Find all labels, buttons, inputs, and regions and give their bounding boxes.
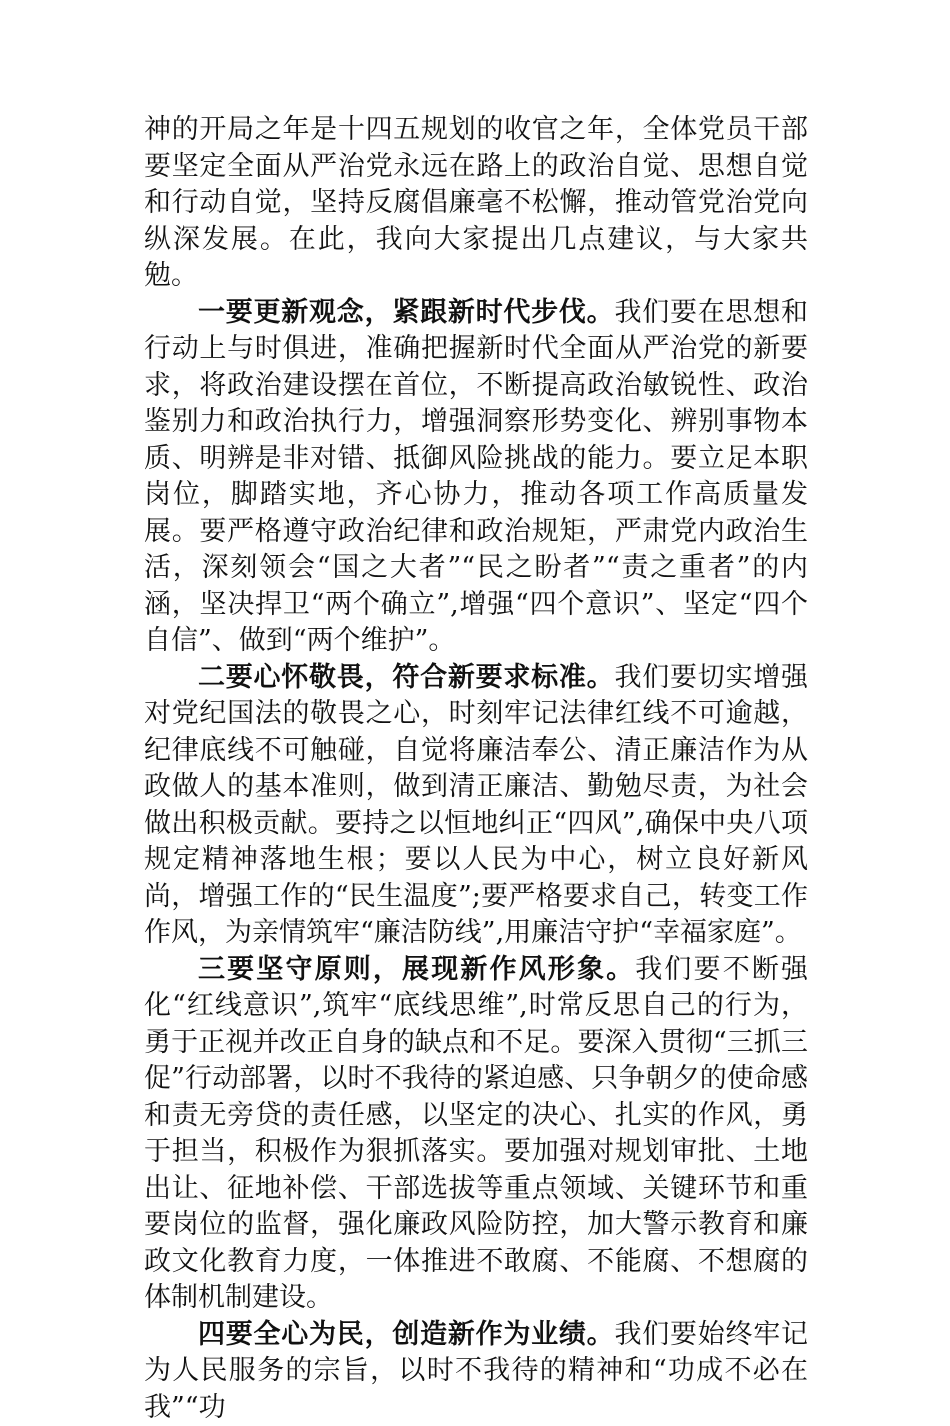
- paragraph-point-3: [144, 952, 808, 1317]
- paragraph-point-1: [144, 295, 808, 660]
- paragraph-heading: 一要更新观念，紧跟新时代步伐。: [198, 297, 614, 328]
- paragraph-heading: 四要全心为民，创造新作为业绩。: [198, 1319, 614, 1350]
- paragraph-heading: 三要坚守原则，展现新作风形象。: [198, 954, 635, 985]
- paragraph-point-4: [144, 1317, 808, 1426]
- paragraph-body: 我们要始终牢记为人民服务的宗旨，以时不我待的精神和“功成不必在我”“功: [144, 1319, 808, 1423]
- paragraph-body: 我们要切实增强对党纪国法的敬畏之心，时刻牢记法律红线不可逾越，纪律底线不可触碰，自觉将廉洁奉公、清正廉洁作为从政做人的基本准则，做到清正廉洁、勤勉尽责，为社会做出积极贡献。要持之以恒地纠正“四风”,确保中央八项规定精神落地生根；要以人民为中心，树立良好新风尚，增强工作的“民生温度”;要严格要求自己，转变工作作风，为亲情筑牢“廉洁防线”,用廉洁守护“幸福家庭”。: [144, 662, 808, 949]
- paragraph-heading: 二要心怀敬畏，符合新要求标准。: [198, 662, 614, 693]
- paragraph-point-2: [144, 660, 808, 952]
- paragraph-body: 神的开局之年是十四五规划的收官之年，全体党员干部要坚定全面从严治党永远在路上的政治自觉、思想自觉和行动自觉，坚持反腐倡廉毫不松懈，推动管党治党向纵深发展。在此，我向大家提出几点建议，与大家共勉。: [144, 114, 808, 291]
- document-body: [144, 112, 808, 1426]
- paragraph-body: 我们要不断强化“红线意识”,筑牢“底线思维”,时常反思自己的行为，勇于正视并改正自身的缺点和不足。要深入贯彻“三抓三促”行动部署，以时不我待的紧迫感、只争朝夕的使命感和责无旁贷的责任感，以坚定的决心、扎实的作风，勇于担当，积极作为狠抓落实。要加强对规划审批、土地出让、征地补偿、干部选拔等重点领域、关键环节和重要岗位的监督，强化廉政风险防控，加大警示教育和廉政文化教育力度，一体推进不敢腐、不能腐、不想腐的体制机制建设。: [144, 954, 808, 1314]
- paragraph-intro: [144, 112, 808, 295]
- paragraph-body: 我们要在思想和行动上与时俱进，准确把握新时代全面从严治党的新要求，将政治建设摆在首位，不断提高政治敏锐性、政治鉴别力和政治执行力，增强洞察形势变化、辨别事物本质、明辨是非对错、抵御风险挑战的能力。要立足本职岗位，脚踏实地，齐心协力，推动各项工作高质量发展。要严格遵守政治纪律和政治规矩，严肃党内政治生活，深刻领会“国之大者”“民之盼者”“责之重者”的内涵，坚决捍卫“两个确立”,增强“四个意识”、坚定“四个自信”、做到“两个维护”。: [144, 297, 808, 657]
